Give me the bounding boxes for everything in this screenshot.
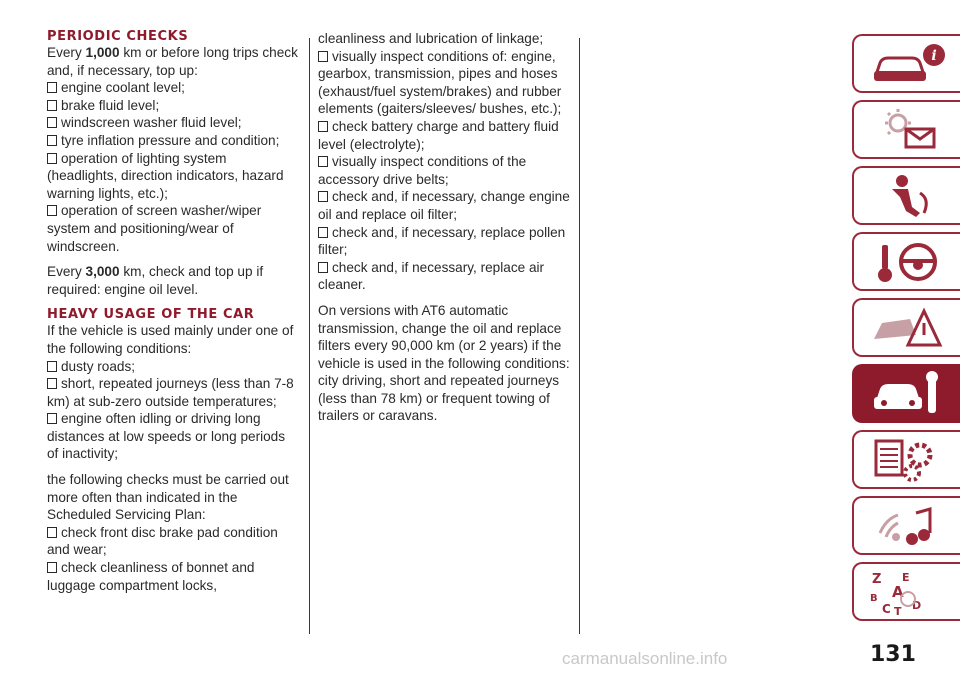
paragraph-following-checks: the following checks must be carried out more often than indicated in the Scheduled Servicing Plan: [47, 472, 289, 523]
bullet-list-heavy [47, 358, 299, 464]
list-item: check and, if necessary, replace air cleaner. [318, 259, 545, 293]
paragraph-heavy-intro: If the vehicle is used mainly under one of the following conditions: [47, 323, 294, 356]
list-item: operation of lighting system (headlights, direction indicators, hazard warning lights, etc.); [47, 150, 284, 201]
column-divider [309, 38, 310, 634]
bullet-list-checks [47, 524, 299, 594]
list-item: tyre inflation pressure and condition; [47, 132, 299, 150]
section-heading-periodic-checks: PERIODIC CHECKS [47, 29, 189, 44]
checkbox-bullet-icon [47, 117, 57, 128]
list-item: check and, if necessary, replace pollen filter; [318, 224, 566, 258]
key-steering-icon [868, 239, 946, 285]
tab-lights-warnings[interactable] [852, 100, 960, 159]
tab-safety[interactable] [852, 166, 960, 225]
checkbox-bullet-icon [318, 262, 328, 273]
svg-text:A: A [892, 582, 904, 601]
list-item: dusty roads; [47, 358, 299, 376]
checkbox-bullet-icon [318, 51, 328, 62]
multimedia-icon [868, 503, 946, 549]
middle-column [318, 30, 574, 425]
tab-servicing-care[interactable] [852, 364, 960, 423]
svg-text:B: B [870, 592, 878, 604]
checkbox-bullet-icon [47, 153, 57, 164]
lights-warning-icon [868, 107, 946, 153]
tab-index[interactable] [852, 562, 960, 621]
tab-starting-driving[interactable] [852, 232, 960, 291]
svg-text:E: E [902, 570, 910, 584]
paragraph-at6: On versions with AT6 automatic transmission, change the oil and replace filters every 90,000 km (or 2 years) if the vehicle is used in the following conditions: city driving, short and repeated journeys (less than 78 km) or frequent towing of trailers or caravans. [318, 302, 570, 424]
watermark: carmanualsonline.info [562, 649, 728, 668]
list-item: check cleanliness of bonnet and luggage compartment locks, [47, 560, 255, 593]
distance-value: 3,000 [85, 264, 120, 280]
list-item: windscreen washer fluid level; [47, 114, 299, 132]
checkbox-bullet-icon [47, 527, 57, 538]
bullet-list-inspections [318, 48, 574, 294]
paragraph-continuation: cleanliness and lubrication of linkage; [318, 31, 544, 46]
list-item: check battery charge and battery fluid level (electrolyte); [318, 118, 559, 152]
checkbox-bullet-icon [47, 82, 57, 93]
checkbox-bullet-icon [47, 378, 57, 389]
column-divider [579, 38, 580, 634]
list-item: engine coolant level; [47, 79, 299, 97]
checkbox-bullet-icon [47, 205, 57, 216]
paragraph-every-3000 [47, 263, 299, 298]
paragraph-every-1000 [47, 44, 299, 79]
left-column [47, 30, 299, 594]
section-heading-heavy-usage: HEAVY USAGE OF THE CAR [47, 307, 255, 323]
alphabet-index-icon [868, 569, 946, 615]
every-text: km, check and top up if required: engine oil level. [47, 264, 264, 297]
list-item: check front disc brake pad condition and wear; [47, 524, 278, 558]
list-item: engine often idling or driving long distances at low speeds or long periods of inactivity; [47, 411, 286, 462]
svg-text:Z: Z [872, 571, 882, 587]
list-item: check and, if necessary, change engine oil and replace oil filter; [318, 189, 570, 222]
checkbox-bullet-icon [318, 191, 328, 202]
checkbox-bullet-icon [318, 121, 328, 132]
every-text: km or before long trips check and, if necessary, top up: [47, 45, 298, 78]
list-item: visually inspect conditions of the accessory drive belts; [318, 154, 527, 187]
specs-gears-icon [868, 437, 946, 483]
every-label: Every [47, 45, 82, 60]
list-item: visually inspect conditions of: engine, gearbox, transmission, pipes and hoses (exhaust/fuel system/brakes) and rubber elements (gaiters/sleeves/ bushes, etc.); [318, 48, 562, 117]
checkbox-bullet-icon [47, 100, 57, 111]
svg-text:C: C [882, 601, 891, 615]
list-item: operation of screen washer/wiper system and positioning/wear of windscreen. [47, 203, 262, 254]
list-item: short, repeated journeys (less than 7-8 km) at sub-zero outside temperatures; [47, 376, 294, 409]
tab-technical-specs[interactable] [852, 430, 960, 489]
checkbox-bullet-icon [47, 135, 57, 146]
bullet-list-periodic [47, 79, 299, 255]
checkbox-bullet-icon [318, 156, 328, 167]
checkbox-bullet-icon [47, 361, 57, 372]
tab-multimedia[interactable] [852, 496, 960, 555]
checkbox-bullet-icon [47, 413, 57, 424]
every-label: Every [47, 264, 82, 280]
list-item: brake fluid level; [47, 97, 299, 115]
checkbox-bullet-icon [318, 227, 328, 238]
svg-text:D: D [912, 598, 922, 612]
distance-value: 1,000 [85, 45, 120, 60]
breakdown-icon [868, 305, 946, 351]
car-info-icon [868, 41, 946, 87]
checkbox-bullet-icon [47, 562, 57, 573]
seat-safety-icon [868, 173, 946, 219]
svg-text:i: i [931, 47, 937, 64]
car-maintenance-icon [868, 371, 946, 417]
svg-text:T: T [894, 604, 902, 615]
tab-car-info[interactable] [852, 34, 960, 93]
tab-emergency[interactable] [852, 298, 960, 357]
page-number: 131 [870, 642, 916, 667]
